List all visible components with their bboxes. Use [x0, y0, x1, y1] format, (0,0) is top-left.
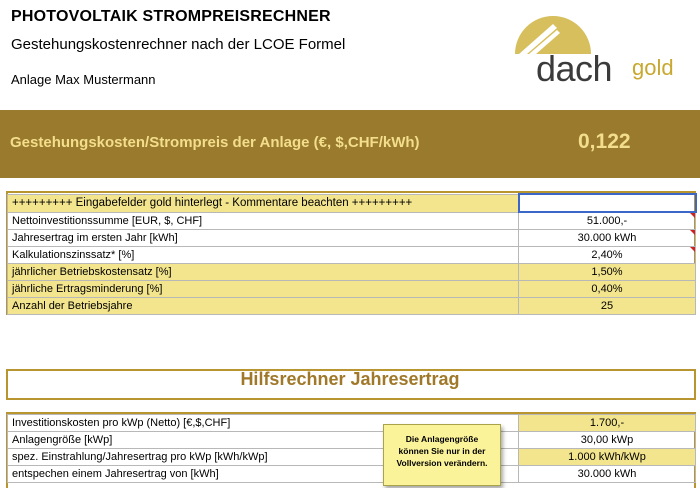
comment-line: Die Anlagengröße	[405, 434, 479, 444]
row-label: entspechen einem Jahresertrag von [kWh]	[8, 466, 519, 483]
input-table	[7, 193, 697, 315]
row-label: Investitionskosten pro kWp (Netto) [€,$,CHF]	[8, 415, 519, 432]
row-label: spez. Einstrahlung/Jahresertrag pro kWp [kWh/kWp]	[8, 449, 519, 466]
table-row	[8, 281, 696, 298]
investment-input[interactable]: 51.000,-	[519, 212, 696, 230]
table-row	[8, 230, 696, 247]
input-table-header: +++++++++ Eingabefelder gold hinterlegt - Kommentare beachten +++++++++	[8, 194, 519, 212]
row-label: jährliche Ertragsminderung [%]	[8, 281, 519, 298]
result-value: 0,122	[578, 130, 631, 153]
page-subtitle: Gestehungskostenrechner nach der LCOE Formel	[11, 36, 346, 53]
irradiation-input[interactable]: 1.000 kWh/kWp	[519, 449, 696, 466]
page-title: PHOTOVOLTAIK STROMPREISRECHNER	[11, 8, 331, 25]
table-row	[8, 298, 696, 315]
row-label: Jahresertrag im ersten Jahr [kWh]	[8, 230, 519, 247]
calc-section-title: Hilfsrechner Jahresertrag	[240, 369, 460, 389]
logo-wordmark: dach	[536, 48, 613, 89]
table-row	[8, 466, 696, 483]
row-label: Kalkulationszinssatz* [%]	[8, 247, 519, 264]
selected-cell[interactable]	[519, 194, 696, 212]
operating-cost-input[interactable]: 1,50%	[519, 264, 696, 281]
operating-years-input[interactable]: 25	[519, 298, 696, 315]
table-row	[8, 247, 696, 264]
result-label: Gestehungskosten/Strompreis der Anlage (€, $,CHF/kWh)	[10, 134, 420, 151]
row-label: Anzahl der Betriebsjahre	[8, 298, 519, 315]
calc-table	[7, 414, 696, 483]
table-row	[8, 432, 696, 449]
table-row	[8, 212, 696, 230]
system-size-value: 30,00 kWp	[519, 432, 696, 449]
logo-accent: gold	[632, 55, 674, 80]
interest-rate-input[interactable]: 2,40%	[519, 247, 696, 264]
owner-label: Anlage Max Mustermann	[11, 72, 156, 87]
row-label: Nettoinvestitionssumme [EUR, $, CHF]	[8, 212, 519, 230]
comment-line: Vollversion verändern.	[396, 458, 488, 468]
table-row	[8, 449, 696, 466]
table-row	[8, 264, 696, 281]
degradation-input[interactable]: 0,40%	[519, 281, 696, 298]
table-row	[8, 415, 696, 432]
comment-note	[383, 424, 501, 486]
row-label: jährlicher Betriebskostensatz [%]	[8, 264, 519, 281]
annual-yield-result: 30.000 kWh	[519, 466, 696, 483]
annual-yield-input[interactable]: 30.000 kWh	[519, 230, 696, 247]
row-label: Anlagengröße [kWp]	[8, 432, 519, 449]
comment-line: können Sie nur in der	[398, 446, 486, 456]
cost-per-kwp-input[interactable]: 1.700,-	[519, 415, 696, 432]
